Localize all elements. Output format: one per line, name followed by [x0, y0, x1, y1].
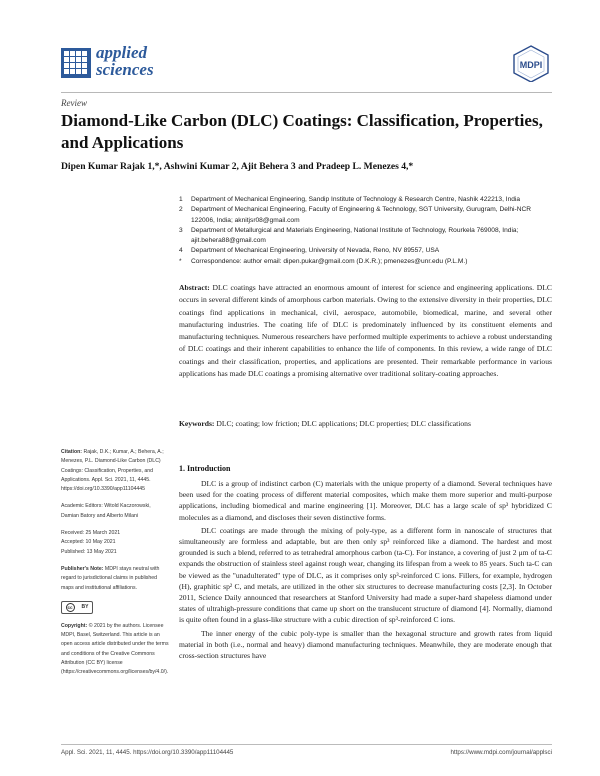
affiliation-text: Department of Mechanical Engineering, University of Nevada, Reno, NV 89557, USA: [191, 247, 440, 255]
publisher-note: [61, 565, 169, 593]
author-list: Dipen Kumar Rajak 1,*, Ashwini Kumar 2, Ajit Behera 3 and Pradeep L. Menezes 4,*: [61, 161, 414, 172]
body-paragraph: The inner energy of the cubic poly-type is smaller than the hexagonal structure and growth rates from liquid material in both (i.e., normal and heavy) diamond manufacturing techniques. Meanwhile, they are moderate enough that cross-section structures have: [179, 628, 552, 661]
by-icon: BY: [81, 603, 89, 610]
footer-divider: [61, 744, 552, 745]
body-paragraph: DLC is a group of indistinct carbon (C) materials with the unique property of a diamond. Several techniques have been used for the coating process of different material composites, which make them more superior and multi-purpose applications, including biomedical and marine engineering [1]. Moreover, DLC has a large scale of sp³ hybridized C molecules as a diamond, and discloses their seven distinctive forms.: [179, 479, 552, 522]
citation: [61, 448, 169, 494]
article-title: Diamond-Like Carbon (DLC) Coatings: Classification, Properties, and Applications: [61, 111, 543, 152]
keywords: [179, 418, 552, 430]
accepted-date: Accepted: 10 May 2021: [61, 539, 116, 546]
published-date: Published: 13 May 2021: [61, 548, 117, 555]
affiliations: [179, 195, 552, 267]
correspondence: [179, 257, 552, 267]
footer-citation[interactable]: Appl. Sci. 2021, 11, 4445. https://doi.org/10.3390/app11104445: [61, 749, 234, 756]
copyright-text: © 2021 by the authors. Licensee MDPI, Basel, Switzerland. This article is an open access article distributed under the terms and conditions of the Creative Commons Attribution (CC BY) license (https://creativecommons.org/licenses/by/4.0/).: [61, 622, 169, 676]
journal-logo-icon: [61, 48, 91, 78]
section-heading: 1. Introduction: [179, 464, 231, 473]
abstract-label: Abstract:: [179, 283, 210, 292]
affiliation-item: [179, 226, 552, 247]
keywords-label: Keywords:: [179, 419, 215, 428]
affiliation-item: [179, 246, 552, 256]
publisher-note-label: Publisher's Note:: [61, 565, 104, 572]
mdpi-logo-text: MDPI: [519, 60, 543, 70]
abstract: [179, 282, 552, 380]
dates: [61, 529, 169, 557]
sidebar: [61, 448, 169, 686]
journal-name: [96, 44, 154, 78]
affiliation-text: Department of Mechanical Engineering, Sandip Institute of Technology & Research Centre, Nashik 422213, India: [191, 196, 521, 203]
article-type: Review: [61, 98, 87, 108]
affiliation-text: Department of Metallurgical and Materials Engineering, National Institute of Technology, Rourkela 769008, India; ajit.behera88@gmail.com: [191, 226, 519, 245]
affiliation-item: [179, 195, 552, 205]
header-divider: [61, 92, 552, 93]
correspondence-text: Correspondence: author email: dipen.pukar@gmail.com (D.K.R.); pmenezes@unr.edu (P.L.M.): [191, 257, 468, 265]
affiliation-text: Department of Mechanical Engineering, Faculty of Engineering & Technology, SGT University, Gurugram, Delhi-NCR 122006, India; aknitjsr08@gmail.com: [191, 206, 531, 224]
body-paragraph: DLC coatings are made through the mixing of poly-type, as a different form in nanoscale of structures that simultaneously are formless and adaptable, but are then only sp³ reinforced like a diamond. The hardest and most grounded is such a blend, referred to as tetrahedral amorphous carbon (ta-C). For instance, a covering of just 2 μm of ta-C expands the obstruction of stainless steel against rough wear, changing its lifespan from a week to 85 years. Such ta-C can be viewed as the "unadulterated" type of DLC, as it comprises only sp³-reinforced C ions. Fillers, for example, hydrogen (H), graphitic sp² C, and metals, are utilized in the other six structures to decrease manufacturing costs [2,3]. In October 2011, Science Daily announced that researchers at Stanford University had made a super-hard shapeless diamond under states of ultrahigh-pressure conditions that came up short on the translucent structure of diamond [4]. Normally, diamond is quite often found in a glass-like structure with a cubic direction of sp³-reinforced C ions.: [179, 525, 552, 625]
copyright: [61, 622, 169, 678]
cc-license-badge-icon[interactable]: [61, 601, 93, 614]
affiliation-number: 4: [179, 247, 183, 255]
affiliation-number: 1: [179, 196, 183, 203]
mdpi-logo-icon: [510, 44, 552, 82]
affiliation-item: [179, 205, 552, 226]
academic-editors: Academic Editors: Witold Kaczorowski, Damian Batory and Alberto Milani: [61, 503, 151, 519]
cc-icon: cc: [66, 603, 75, 612]
citation-text[interactable]: Rajak, D.K.; Kumar, A.; Behera, A.; Menezes, P.L. Diamond-Like Carbon (DLC) Coatings: Classification, Properties, and Applications. Appl. Sci. 2021, 11, 4445. https://doi.org/10.3390/app11104445: [61, 449, 164, 493]
affiliation-number: *: [179, 257, 182, 265]
received-date: Received: 25 March 2021: [61, 530, 121, 537]
journal-name-line2: sciences: [96, 60, 154, 79]
abstract-text: DLC coatings have attracted an enormous amount of interest for science and engineering applications. DLC occurs in several different kinds of amorphous carbon materials. Owing to the extensive diversity in their properties, DLC coatings find applications in mechanical, civil, aerospace, automobile, biomedical, marine, and several other manufacturing industries. The coating life of DLC is predominately influenced by its constituent elements and manufacturing techniques. Numerous researchers have performed multiple experiments to achieve a robust understanding of DLC coatings and their inherent capabilities to enhance the life of components. In this review, a wide range of DLC coatings and their classification, properties, and applications are presented. Their remarkable performance in various applications has made DLC coatings a promising alternative over traditional solitary-coating approaches.: [179, 283, 552, 379]
citation-label: Citation:: [61, 449, 83, 455]
copyright-label: Copyright:: [61, 622, 88, 629]
affiliation-number: 2: [179, 206, 183, 214]
affiliation-number: 3: [179, 226, 183, 234]
footer-journal-link[interactable]: https://www.mdpi.com/journal/applsci: [450, 749, 552, 756]
body-text: [179, 478, 552, 663]
journal-name-line1: applied: [96, 43, 147, 62]
publisher-note-text: MDPI stays neutral with regard to jurisdictional claims in published maps and institutional affiliations.: [61, 565, 160, 591]
keywords-text: DLC; coating; low friction; DLC applications; DLC properties; DLC classifications: [216, 419, 471, 428]
